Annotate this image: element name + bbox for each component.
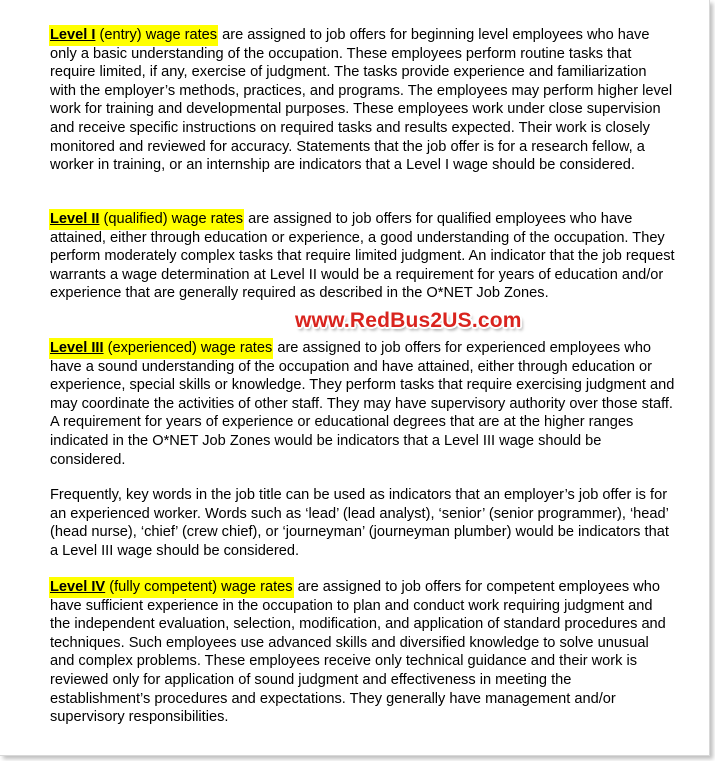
level-4-tag: (fully competent) wage rates <box>105 579 293 595</box>
watermark-text: www.RedBus2US.com <box>295 309 522 332</box>
level-3-text: are assigned to job offers for experienced employees who have a sound understanding of the occupation and have attained, either through education or experience, special skills or knowledge. They perform tasks that require exercising judgment and may coordinate the activities of other staff. They may have supervisory authority over those staff. A requirement for years of experience or educational degrees that are at the higher ranges indicated in the O*NET Job Zones would be indicators that a Level III wage should be considered. <box>50 340 675 468</box>
level-2-paragraph <box>50 210 675 303</box>
level-4-name: Level IV <box>50 579 106 595</box>
frequently-paragraph: Frequently, key words in the job title can be used as indicators that an employer’s job offer is for an experienced worker. Words such as ‘lead’ (lead analyst), ‘senior’ (senior programmer), ‘head’ (head nurse), ‘chief’ (crew chief), or ‘journeyman’ (journeyman plumber) would be indicators that a Level III wage should be considered. <box>50 487 669 559</box>
level-1-name: Level I <box>50 27 96 43</box>
level-2-tag: (qualified) wage rates <box>99 211 244 227</box>
level-4-text: are assigned to job offers for competent employees who have sufficient experience in the occupation to plan and conduct work requiring judgment and the independent evaluation, selection, modification, and application of standard procedures and techniques. Such employees use advanced skills and diversified knowledge to solve unusual and complex problems. These employees receive only technical guidance and their work is reviewed only for application of sound judgment and effectiveness in meeting the establishment’s procedures and expectations. They generally have management and/or supervisory responsibilities. <box>50 579 666 726</box>
level-1-highlight <box>49 25 218 46</box>
level-1-tag: (entry) wage rates <box>95 27 218 43</box>
level-2-highlight <box>49 209 244 230</box>
level-3-tag: (experienced) wage rates <box>103 340 273 356</box>
level-2-text: are assigned to job offers for qualified employees who have attained, either through education or experience, a good understanding of the occupation. They perform moderately complex tasks that require limited judgment. An indicator that the job request warrants a wage determination at Level II would be a requirement for years of education and/or experience that are generally required as described in the O*NET Job Zones. <box>50 211 675 302</box>
level-3-paragraph <box>50 339 675 469</box>
level-4-highlight <box>49 577 294 598</box>
level-1-paragraph <box>50 26 675 175</box>
level-1-text: are assigned to job offers for beginning level employees who have only a basic understanding of the occupation. These employees perform routine tasks that require limited, if any, exercise of judgment. The tasks provide experience and familiarization with the employer’s methods, practices, and programs. The employees may perform higher level work for training and developmental purposes. These employees work under close supervision and receive specific instructions on required tasks and results expected. Their work is closely monitored and reviewed for accuracy. Statements that the job offer is for a research fellow, a worker in training, or an internship are indicators that a Level I wage should be considered. <box>50 27 673 174</box>
level-4-paragraph <box>50 578 675 727</box>
level-3-name: Level III <box>50 340 104 356</box>
level-2-name: Level II <box>50 211 100 227</box>
level-3-highlight <box>49 338 273 359</box>
